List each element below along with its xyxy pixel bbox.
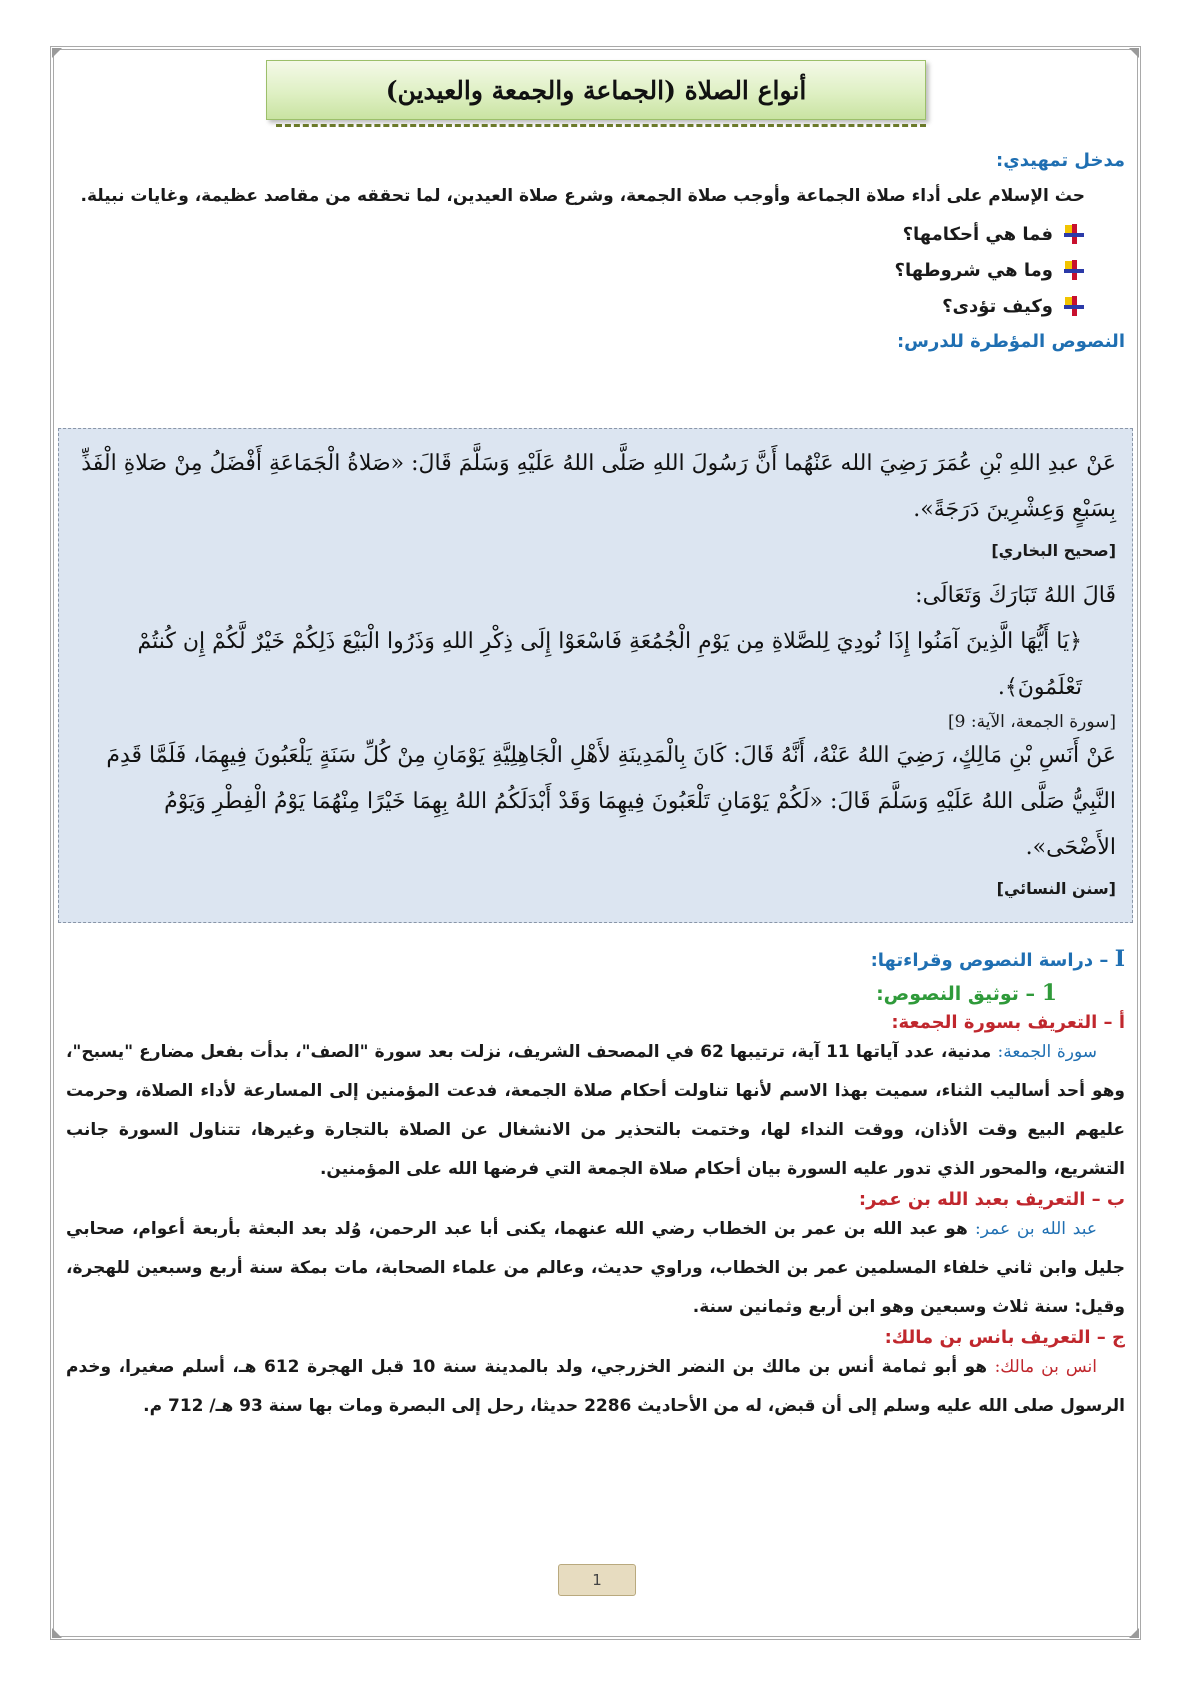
page-number: 1 xyxy=(558,1564,636,1596)
subsection-heading: 1 – توثيق النصوص: xyxy=(876,980,1057,1006)
question-item: فما هي أحكامها؟ xyxy=(66,223,1085,245)
framed-texts-box xyxy=(58,428,1133,923)
page-title: أنواع الصلاة (الجماعة والجمعة والعيدين) xyxy=(385,75,807,105)
paragraph-lead: انس بن مالك: xyxy=(994,1357,1097,1377)
paragraph: انس بن مالك: هو أبو ثمامة أنس بن مالك بن النضر الخزرجي، ولد بالمدينة سنة 10 قبل الهجرة 612 هـ، أسلم صغيرا، وخدم الرسول صلى الله عليه وسلم إلى أن قبض، له من الأحاديث 2286 حديثا، رحل إلى البصرة ومات بها سنة 93 هـ/ 712 م. xyxy=(66,1357,1125,1416)
corner-ornament xyxy=(1129,1628,1139,1638)
corner-ornament xyxy=(52,1628,62,1638)
corner-ornament xyxy=(1129,48,1139,58)
sura-reference: [سورة الجمعة، الآية: 9] xyxy=(948,712,1116,732)
paragraph-lead: سورة الجمعة: xyxy=(997,1042,1097,1062)
intro-text: حث الإسلام على أداء صلاة الجماعة وأوجب صلاة الجمعة، وشرع صلاة العيدين، لما تحققه من مقاصد عظيمة، وغايات نبيلة. xyxy=(80,186,1085,206)
bullet-icon xyxy=(1063,259,1085,281)
item-heading: أ – التعريف بسورة الجمعة: xyxy=(891,1012,1125,1033)
hadith-text: عَنْ أَنَسِ بْنِ مَالِكٍ، رَضِيَ اللهُ عَنْهُ، أَنَّهُ قَالَ: كَانَ بِالْمَدِينَةِ لأَهْلِ الْجَاهِلِيَّةِ يَوْمَانِ مِنْ كُلِّ سَنَةٍ يَلْعَبُونَ فِيهِمَا، فَلَمَّا قَدِمَ النَّبِيُّ صَلَّى اللهُ عَلَيْهِ وَسَلَّمَ قَالَ: «لَكُمْ يَوْمَانِ تَلْعَبُونَ فِيهِمَا وَقَدْ أَبْدَلَكُمُ اللهُ بِهِمَا خَيْرًا مِنْهُمَا يَوْمُ الْفِطْرِ وَيَوْمُ الأَضْحَى». xyxy=(106,743,1116,860)
bullet-icon xyxy=(1063,295,1085,317)
item-heading: ج – التعريف بانس بن مالك: xyxy=(884,1327,1125,1348)
paragraph: سورة الجمعة: مدنية، عدد آياتها 11 آية، ترتيبها 62 في المصحف الشريف، نزلت بعد سورة "الصف"، بدأت بفعل مضارع "يسبح"، وهو أحد أساليب الثناء، سميت بهذا الاسم لأنها تناولت أحكام صلاة الجمعة، فدعت المؤمنين إلى المسارعة لأداء الصلاة، وحرمت عليهم البيع وقت الأذان، ووقت النداء لها، وختمت بالتحذير من الانشغال عن الصلاة بالتجارة وغيرها، تتناول السورة جانب التشريع، والمحور الذي تدور عليه السورة بيان أحكام صلاة الجمعة التي فرضها الله على المؤمنين. xyxy=(66,1042,1125,1179)
section-heading: I – دراسة النصوص وقراءتها: xyxy=(870,946,1125,972)
source-reference: [صحيح البخاري] xyxy=(991,541,1116,560)
bullet-icon xyxy=(1063,223,1085,245)
item-heading: ب – التعريف بعبد الله بن عمر: xyxy=(858,1189,1125,1210)
hadith-text: عَنْ عبدِ اللهِ بْنِ عُمَرَ رَضِيَ الله عَنْهُما أَنَّ رَسُولَ اللهِ صَلَّى اللهُ عَلَيْهِ وَسَلَّمَ قَالَ: «صَلاةُ الْجَمَاعَةِ أَفْضَلُ مِنْ صَلاةِ الْفَذِّ بِسَبْعٍ وَعِشْرِينَ دَرَجَةً». xyxy=(81,451,1116,522)
question-item: وما هي شروطها؟ xyxy=(66,259,1085,281)
intro-section xyxy=(66,150,1125,352)
source-reference: [سنن النسائي] xyxy=(996,879,1116,898)
quran-verse: ﴿يَا أَيُّهَا الَّذِينَ آمَنُوا إِذَا نُودِيَ لِلصَّلاةِ مِن يَوْمِ الْجُمُعَةِ فَاسْعَوْا إِلَى ذِكْرِ اللهِ وَذَرُوا الْبَيْعَ ذَلِكُمْ خَيْرٌ لَّكُمْ إِن كُنتُمْ تَعْلَمُونَ﴾. xyxy=(137,629,1082,700)
question-item: وكيف تؤدى؟ xyxy=(66,295,1085,317)
corner-ornament xyxy=(52,48,62,58)
title-banner xyxy=(266,60,926,120)
verse-intro: قَالَ اللهُ تَبَارَكَ وَتَعَالَى: xyxy=(915,583,1116,608)
title-underline xyxy=(276,124,926,127)
paragraph-lead: عبد الله بن عمر: xyxy=(975,1219,1097,1239)
intro-label: مدخل تمهيدي: xyxy=(996,150,1125,171)
texts-label: النصوص المؤطرة للدرس: xyxy=(896,331,1125,352)
paragraph: عبد الله بن عمر: هو عبد الله بن عمر بن الخطاب رضي الله عنهما، يكنى أبا عبد الرحمن، وُلد بعد البعثة بأربعة أعوام، صحابي جليل وابن ثاني خلفاء المسلمين عمر بن الخطاب، وراوي حديث، وعالم من علماء الصحابة، مات بمكة سنة أربع وسبعين للهجرة، وقيل: سنة ثلاث وسبعين وهو ابن أربع وثمانين سنة. xyxy=(66,1219,1125,1317)
study-section xyxy=(66,946,1125,1426)
